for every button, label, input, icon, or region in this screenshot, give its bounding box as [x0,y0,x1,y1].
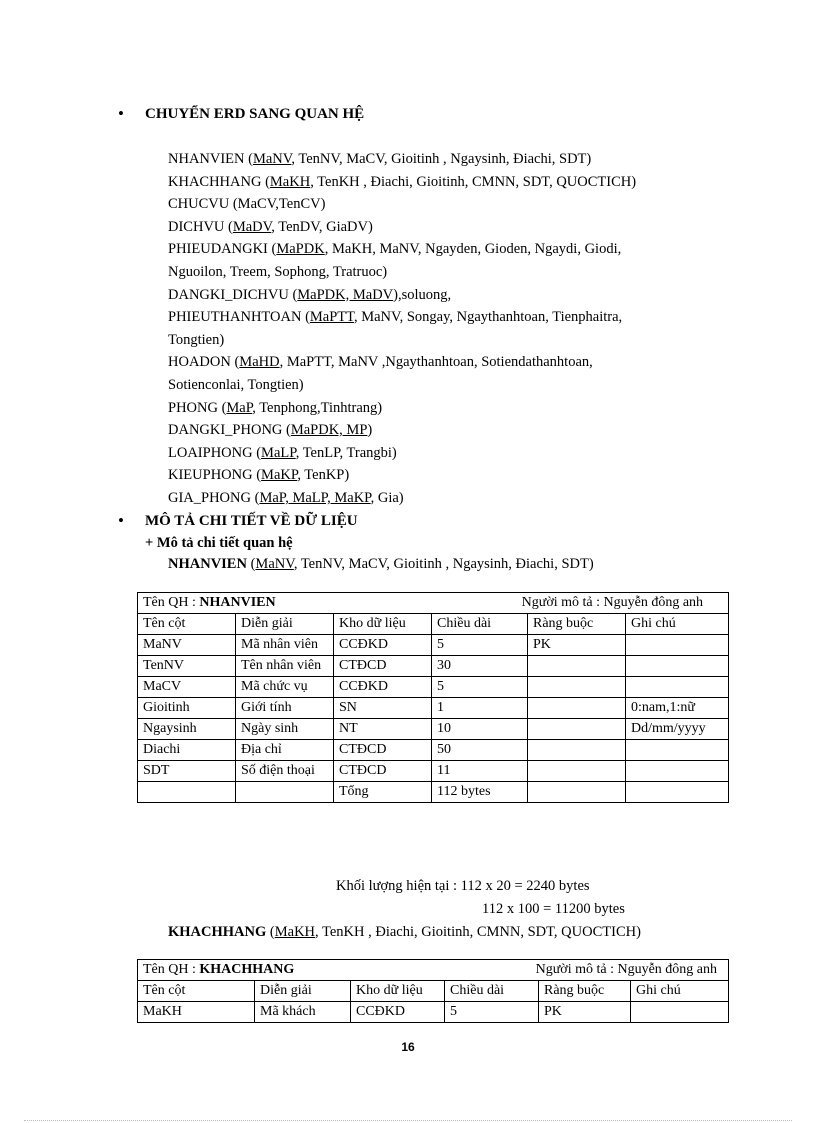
table-cell: 10 [432,719,528,740]
bullet-icon: • [118,104,124,123]
page-number: 16 [401,1040,415,1054]
relation-line: DICHVU (MaDV, TenDV, GiaDV) [168,218,373,235]
table-cell: 5 [432,677,528,698]
section-title-data-description: MÔ TẢ CHI TIẾT VỀ DỮ LIỆU [145,513,358,529]
table-cell: PK [528,635,626,656]
table-cell: Mã chức vụ [236,677,334,698]
relation-line: PHONG (MaP, Tenphong,Tinhtrang) [168,399,383,416]
table-cell [528,761,626,782]
table-cell: CTĐCD [334,740,432,761]
relation-line: PHIEUTHANHTOAN (MaPTT, MaNV, Songay, Ngaythanhtoan, Tienphaitra, [168,309,623,326]
table-cell [528,719,626,740]
table-cell [528,698,626,719]
table-cell: CTĐCD [334,656,432,677]
table-row [138,698,729,719]
table-cell: 5 [445,1002,539,1023]
table-cell: CCĐKD [351,1002,445,1023]
column-header: Tên cột [138,614,236,635]
table-cell: 0:nam,1:nữ [626,698,729,719]
table-cell: SDT [138,761,236,782]
volume-current: Khối lượng hiện tại : 112 x 20 = 2240 bytes [336,878,590,894]
table-row [138,740,729,761]
table-cell [236,782,334,803]
table-cell: 112 bytes [432,782,528,803]
column-header: Kho dữ liệu [351,981,445,1002]
table-cell: Gioitinh [138,698,236,719]
table-cell [631,1002,729,1023]
nhanvien-spec-table [137,592,729,803]
table-row [138,719,729,740]
table-cell: Tên nhân viên [236,656,334,677]
table-row [138,677,729,698]
relation-line: Tongtien) [168,331,225,348]
column-header: Tên cột [138,981,255,1002]
relation-line: CHUCVU (MaCV,TenCV) [168,196,326,213]
table-cell [626,761,729,782]
relation-line: GIA_PHONG (MaP, MaLP, MaKP, Gia) [168,490,404,506]
table-cell: CCĐKD [334,635,432,656]
table-cell: MaNV [138,635,236,656]
nhanvien-relation-line: NHANVIEN (MaNV, TenNV, MaCV, Gioitinh , Ngaysinh, Điachi, SDT) [168,556,594,572]
column-header: Ghi chú [631,981,729,1002]
table-cell: TenNV [138,656,236,677]
relation-line: PHIEUDANGKI (MaPDK, MaKH, MaNV, Ngayden, Gioden, Ngaydi, Giodi, [168,241,622,258]
table-cell: Tổng [334,782,432,803]
relation-line: Sotienconlai, Tongtien) [168,377,304,393]
table-cell: PK [539,1002,631,1023]
table-cell: Dd/mm/yyyy [626,719,729,740]
table-header-row [138,614,729,635]
table-cell: 30 [432,656,528,677]
table-row [138,761,729,782]
table-cell: CCĐKD [334,677,432,698]
table-title-row: Tên QH : KHACHHANG Người mô tả : Nguyễn đông anh [138,960,729,981]
table-author: Người mô tả : Nguyễn đông anh [521,595,704,610]
table-cell: 50 [432,740,528,761]
table-author: Người mô tả : Nguyễn đông anh [535,962,718,977]
column-header: Ràng buộc [528,614,626,635]
bullet-icon: • [118,511,124,530]
table-cell: 1 [432,698,528,719]
volume-future: 112 x 100 = 11200 bytes [482,901,625,917]
column-header: Kho dữ liệu [334,614,432,635]
relation-line: KHACHHANG (MaKH, TenKH , Điachi, Gioitinh, CMNN, SDT, QUOCTICH) [168,173,637,190]
table-title-row: Tên QH : NHANVIEN Người mô tả : Nguyễn đông anh [138,593,729,614]
table-cell [528,782,626,803]
table-cell: Số điện thoại [236,761,334,782]
relation-line: DANGKI_DICHVU (MaPDK, MaDV),soluong, [168,286,452,303]
table-cell: SN [334,698,432,719]
table-cell: 11 [432,761,528,782]
table-header-row [138,981,729,1002]
table-cell [528,677,626,698]
table-cell [626,635,729,656]
relation-line: KIEUPHONG (MaKP, TenKP) [168,467,350,484]
table-cell [528,656,626,677]
table-cell [626,740,729,761]
table-cell [138,782,236,803]
table-cell [528,740,626,761]
table-cell [626,656,729,677]
relation-line: DANGKI_PHONG (MaPDK, MP) [168,422,373,439]
table-cell: Địa chỉ [236,740,334,761]
table-cell: MaCV [138,677,236,698]
khachhang-relation-line: KHACHHANG (MaKH, TenKH , Điachi, Gioitinh, CMNN, SDT, QUOCTICH) [168,924,641,940]
table-row [138,1002,729,1023]
table-cell: Giới tính [236,698,334,719]
table-cell: Mã nhân viên [236,635,334,656]
relation-line: NHANVIEN (MaNV, TenNV, MaCV, Gioitinh , Ngaysinh, Điachi, SDT) [168,151,592,167]
subsection-title: + Mô tả chi tiết quan hệ [145,535,293,551]
table-row [138,656,729,677]
table-row [138,635,729,656]
footer-divider [24,1120,792,1121]
table-cell: MaKH [138,1002,255,1023]
relation-line: Nguoilon, Treem, Sophong, Tratruoc) [168,264,388,280]
relation-line: HOADON (MaHD, MaPTT, MaNV ,Ngaythanhtoan, Sotiendathanhtoan, [168,354,593,371]
khachhang-spec-table [137,959,729,1023]
table-cell: Diachi [138,740,236,761]
column-header: Diễn giải [255,981,351,1002]
table-cell: Ngày sinh [236,719,334,740]
section-title-erd: CHUYỂN ERD SANG QUAN HỆ [145,106,365,122]
column-header: Chiều dài [432,614,528,635]
table-cell [626,782,729,803]
table-cell [626,677,729,698]
column-header: Diễn giải [236,614,334,635]
column-header: Ghi chú [626,614,729,635]
table-cell: Mã khách [255,1002,351,1023]
table-cell: CTĐCD [334,761,432,782]
table-cell: 5 [432,635,528,656]
relation-line: LOAIPHONG (MaLP, TenLP, Trangbi) [168,444,397,461]
column-header: Ràng buộc [539,981,631,1002]
table-cell: NT [334,719,432,740]
table-row [138,782,729,803]
table-cell: Ngaysinh [138,719,236,740]
column-header: Chiều dài [445,981,539,1002]
